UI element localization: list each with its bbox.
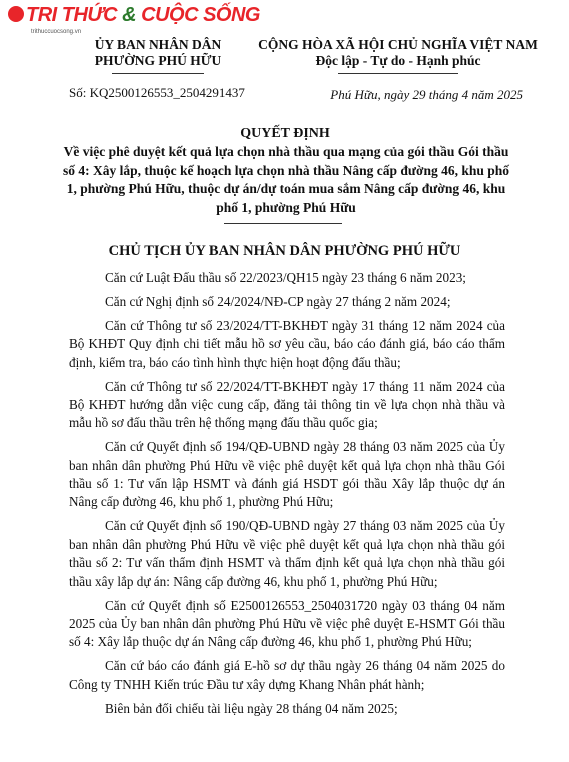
motto-underline <box>338 73 458 74</box>
document-date: Phú Hữu, ngày 29 tháng 4 năm 2025 <box>330 87 523 102</box>
title-underline <box>224 223 342 224</box>
org-line-2: PHƯỜNG PHÚ HỮU <box>94 53 222 68</box>
paragraph: Biên bản đối chiếu tài liệu ngày 28 tháng 04 năm 2025; <box>105 700 398 716</box>
issuing-organization <box>88 37 228 69</box>
watermark-brand: TRI THỨC & CUỘC SỐNG <box>26 4 260 26</box>
national-heading <box>258 37 538 69</box>
watermark-logo <box>6 2 260 38</box>
paragraph: Căn cứ Nghị định số 24/2024/NĐ-CP ngày 27 tháng 2 năm 2024; <box>105 293 451 309</box>
logo-mark-icon <box>8 6 24 22</box>
org-line-1: ỦY BAN NHÂN DÂN <box>94 37 222 52</box>
legal-basis <box>69 269 505 723</box>
nation-line-2: Độc lập - Tự do - Hạnh phúc <box>315 53 481 68</box>
paragraph: Căn cứ Thông tư số 23/2024/TT-BKHĐT ngày 31 tháng 12 năm 2024 của Bộ KHĐT Quy định chi tiết mẫu hồ sơ yêu cầu, báo cáo đánh giá, báo cáo thẩm định, kiểm tra, báo cáo tình hình thực hiện hoạt động đấu thầu; <box>69 317 505 370</box>
paragraph: Căn cứ Quyết định số 194/QĐ-UBND ngày 28 tháng 03 năm 2025 của Ủy ban nhân dân phường Phú Hữu về việc phê duyệt kết quả lựa chọn nhà thầu Gói thầu số 1: Tư vấn lập HSMT và đánh giá HSDT gói thầu Xây lắp thuộc dự án Nâng cấp đường 46, khu phố 1, phường Phú Hữu; <box>69 439 505 510</box>
watermark-url: trithuccuocsong.vn <box>31 29 82 35</box>
nation-line-1: CỘNG HÒA XÃ HỘI CHỦ NGHĨA VIỆT NAM <box>258 37 538 52</box>
paragraph: Căn cứ Quyết định số E2500126553_2504031720 ngày 03 tháng 04 năm 2025 của Ủy ban nhân dân phường Phú Hữu về việc phê duyệt E-HSMT Gói thầu số 4: Xây lắp thuộc dự án Nâng cấp đường 46, khu phố 1, phường Phú Hữu; <box>69 597 505 650</box>
paragraph: Căn cứ báo cáo đánh giá E-hồ sơ dự thầu ngày 26 tháng 04 năm 2025 do Công ty TNHH Kiến trúc Đầu tư xây dựng Khang Nhân phát hành; <box>69 658 505 692</box>
org-underline <box>112 73 204 74</box>
document-subtitle: Về việc phê duyệt kết quả lựa chọn nhà thầu qua mạng của gói thầu Gói thầu số 4: Xây lắp, thuộc kế hoạch lựa chọn nhà thầu Nâng cấp đường 46, khu phố 1, phường Phú Hữu, thuộc dự án/dự toán mua sắm Nâng cấp đường 46, khu phố 1, phường Phú Hữu <box>62 144 510 215</box>
paragraph: Căn cứ Quyết định số 190/QĐ-UBND ngày 27 tháng 03 năm 2025 của Ủy ban nhân dân phường Phú Hữu về việc phê duyệt kết quả lựa chọn nhà thầu gói thầu số 2: Tư vấn thẩm định HSMT và thẩm định kết quả lựa chọn nhà thầu gói thầu xây lắp dự án: Nâng cấp đường 46, khu phố 1, phường Phú Hữu; <box>69 518 505 589</box>
document-number: Số: KQ2500126553_2504291437 <box>69 85 245 100</box>
paragraph: Căn cứ Luật Đấu thầu số 22/2023/QH15 ngày 23 tháng 6 năm 2023; <box>105 270 466 285</box>
document-title: QUYẾT ĐỊNH <box>240 126 330 141</box>
paragraph: Căn cứ Thông tư số 22/2024/TT-BKHĐT ngày 17 tháng 11 năm 2024 của Bộ KHĐT hướng dẫn việc cung cấp, đăng tải thông tin về lựa chọn nhà thầu và mẫu hồ sơ đấu thầu trên hệ thống mạng đấu thầu quốc gia; <box>69 378 505 431</box>
authority-heading: CHỦ TỊCH ỦY BAN NHÂN DÂN PHƯỜNG PHÚ HỮU <box>108 243 461 259</box>
